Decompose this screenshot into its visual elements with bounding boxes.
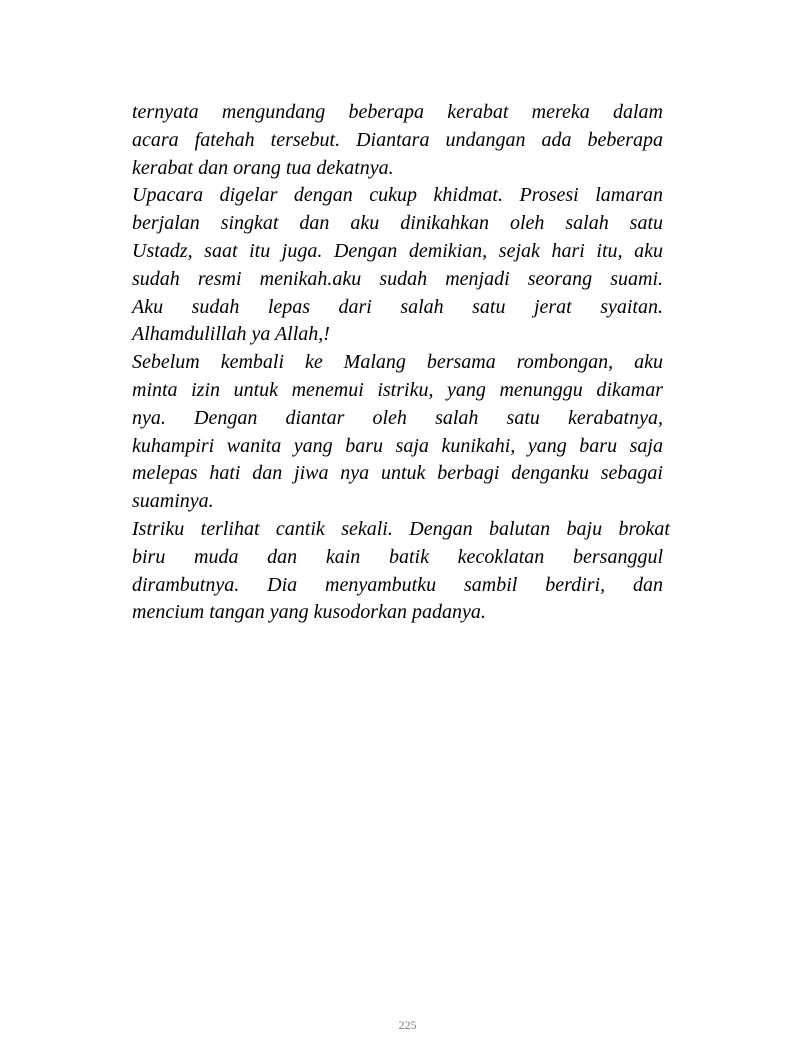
text-line: Istriku terlihat cantik sekali. Dengan balutan baju brokat: [132, 517, 670, 540]
body-text: [132, 99, 670, 627]
text-line: Sebelum kembali ke Malang bersama rombongan, aku: [132, 351, 663, 374]
text-line: dirambutnya. Dia menyambutku sambil berdiri, dan: [132, 573, 663, 596]
text-line: kerabat dan orang tua dekatnya.: [132, 156, 394, 179]
text-line: berjalan singkat dan aku dinikahkan oleh salah satu: [132, 212, 663, 235]
text-line: nya. Dengan diantar oleh salah satu kerabatnya,: [132, 406, 663, 429]
text-line: Aku sudah lepas dari salah satu jerat syaitan.: [132, 295, 663, 318]
text-line: sudah resmi menikah.aku sudah menjadi seorang suami.: [132, 267, 663, 290]
text-line: Upacara digelar dengan cukup khidmat. Prosesi lamaran: [132, 184, 663, 207]
text-line: mencium tangan yang kusodorkan padanya.: [132, 601, 486, 624]
text-line: acara fatehah tersebut. Diantara undangan ada beberapa: [132, 128, 663, 151]
text-line: suaminya.: [132, 490, 214, 513]
page-number: 225: [398, 1018, 417, 1032]
text-line: minta izin untuk menemui istriku, yang menunggu dikamar: [132, 378, 663, 401]
text-line: kuhampiri wanita yang baru saja kunikahi, yang baru saja: [132, 434, 663, 457]
text-line: melepas hati dan jiwa nya untuk berbagi denganku sebagai: [132, 462, 663, 485]
text-line: Ustadz, saat itu juga. Dengan demikian, sejak hari itu, aku: [132, 239, 663, 262]
text-line: ternyata mengundang beberapa kerabat mereka dalam: [132, 101, 663, 123]
text-line: biru muda dan kain batik kecoklatan bersanggul: [132, 545, 663, 568]
text-line: Alhamdulillah ya Allah,!: [132, 323, 330, 346]
